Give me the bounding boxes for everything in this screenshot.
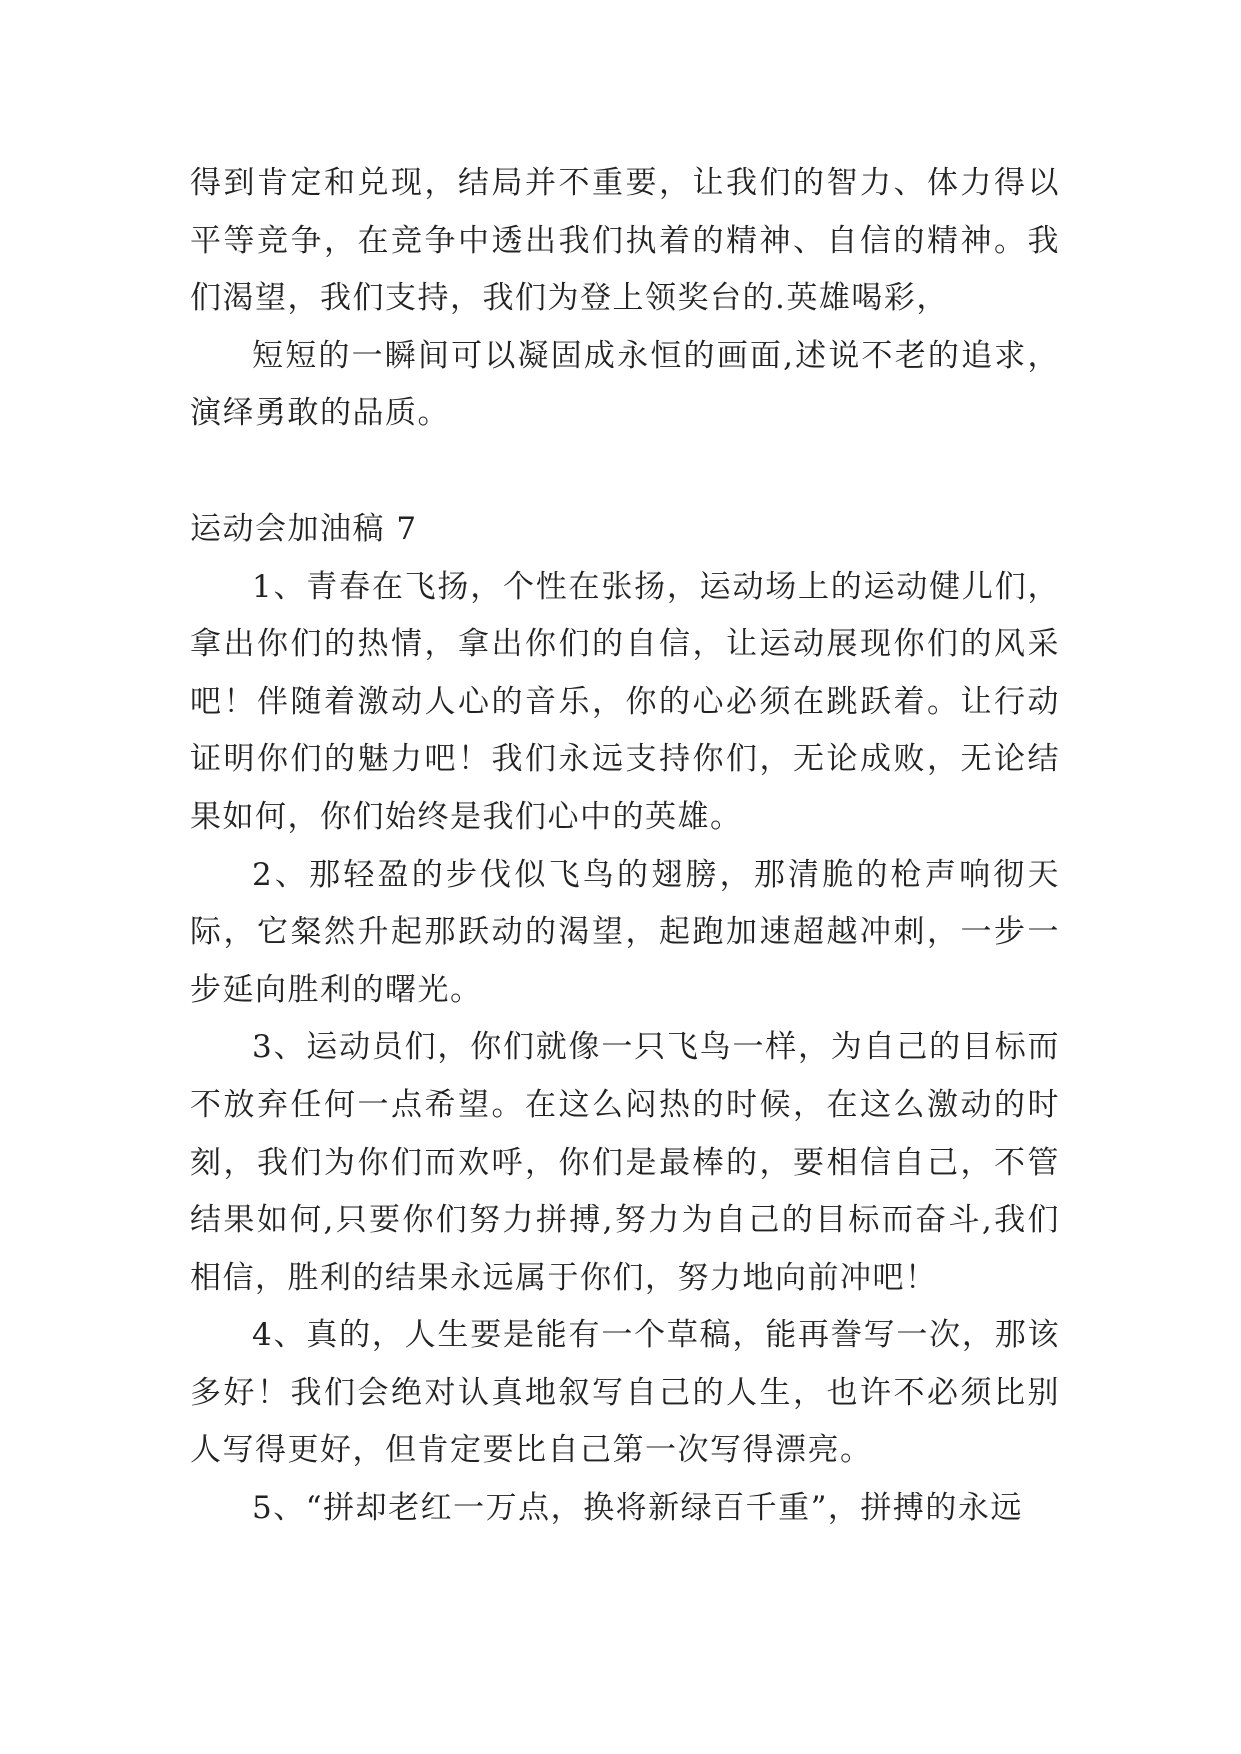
list-item-3: 3、运动员们，你们就像一只飞鸟一样，为自己的目标而不放弃任何一点希望。在这么闷热的时候，在这么激动的时刻，我们为你们而欢呼，你们是最棒的，要相信自己，不管结果如何,只要你们努力拼搏,努力为自己的目标而奋斗,我们相信，胜利的结果永远属于你们，努力地向前冲吧！ [190, 1029, 1060, 1296]
list-item-5: 5、“拼却老红一万点，换将新绿百千重”，拼搏的永远 [252, 1490, 1023, 1527]
list-item-4: 4、真的，人生要是能有一个草稿，能再誊写一次，那该多好！我们会绝对认真地叙写自己的人生，也许不必须比别人写得更好，但肯定要比自己第一次写得漂亮。 [190, 1317, 1060, 1469]
paragraph-short: 短短的一瞬间可以凝固成永恒的画面,述说不老的追求，演绎勇敢的品质。 [190, 337, 1060, 432]
paragraph-continued: 得到肯定和兑现，结局并不重要，让我们的智力、体力得以平等竞争，在竞争中透出我们执着的精神、自信的精神。我们渴望，我们支持，我们为登上领奖台的.英雄喝彩， [190, 165, 1060, 317]
list-item-2: 2、那轻盈的步伐似飞鸟的翅膀，那清脆的枪声响彻天际，它粲然升起那跃动的渴望，起跑加速超越冲刺，一步一步延向胜利的曙光。 [190, 856, 1060, 1008]
section-title: 运动会加油稿 7 [190, 510, 418, 547]
document-body [190, 155, 1060, 1538]
section-gap [190, 443, 1060, 501]
list-item-1: 1、青春在飞扬，个性在张扬，运动场上的运动健儿们，拿出你们的热情，拿出你们的自信，让运动展现你们的风采吧！伴随着激动人心的音乐，你的心必须在跳跃着。让行动证明你们的魅力吧！我们永远支持你们，无论成败，无论结果如何，你们始终是我们心中的英雄。 [190, 568, 1060, 835]
